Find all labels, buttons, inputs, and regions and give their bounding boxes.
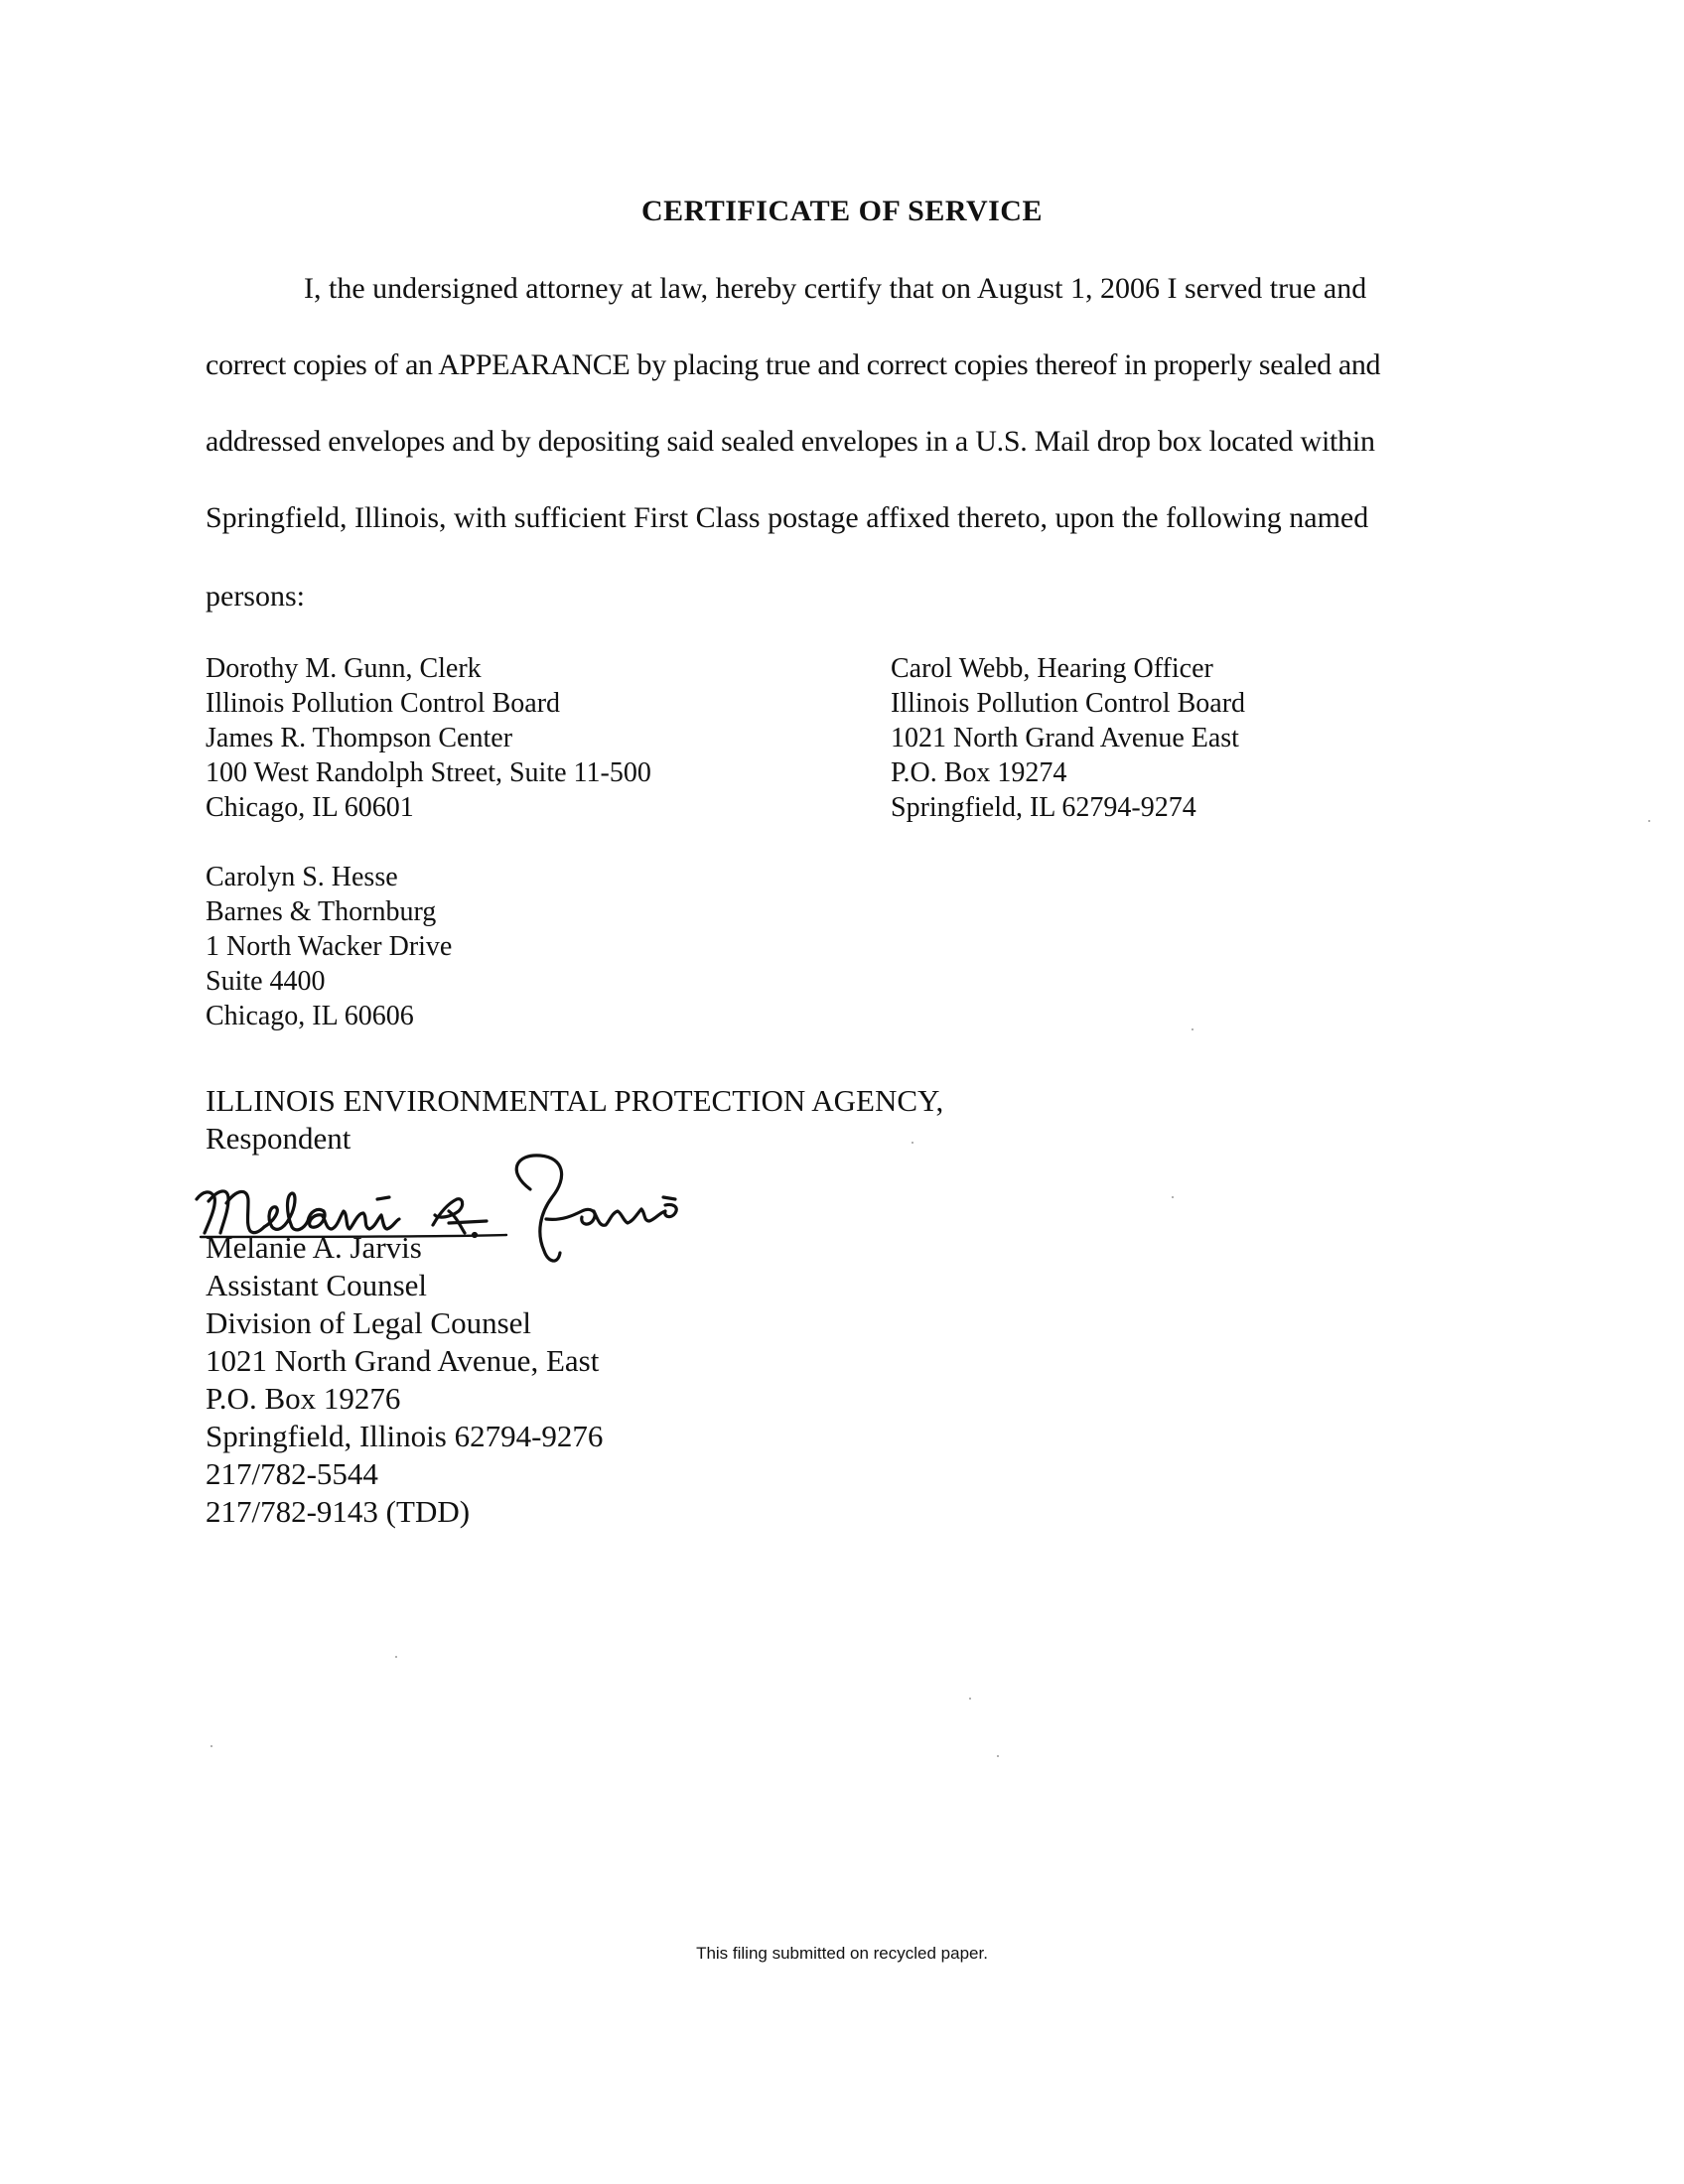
signer-title: Assistant Counsel xyxy=(206,1268,428,1302)
signer-block xyxy=(206,1229,603,1531)
signer-division: Division of Legal Counsel xyxy=(206,1305,532,1340)
scan-speck xyxy=(1172,1196,1174,1198)
address-line: 1021 North Grand Avenue East xyxy=(891,723,1239,753)
scan-speck xyxy=(395,1656,397,1658)
address-line: Dorothy M. Gunn, Clerk xyxy=(206,653,482,684)
agency-name: ILLINOIS ENVIRONMENTAL PROTECTION AGENCY, xyxy=(206,1083,944,1118)
agency-role: Respondent xyxy=(206,1121,351,1156)
paragraph-line-1: I, the undersigned attorney at law, hereby certify that on August 1, 2006 I served true and xyxy=(304,272,1367,305)
scan-speck xyxy=(1192,1028,1193,1030)
recipient-address-webb xyxy=(891,651,1245,825)
address-line: Carolyn S. Hesse xyxy=(206,862,398,892)
address-line: Barnes & Thornburg xyxy=(206,896,437,927)
address-line: James R. Thompson Center xyxy=(206,723,513,753)
scan-speck xyxy=(210,1745,212,1747)
recycled-paper-footer: This filing submitted on recycled paper. xyxy=(696,1944,988,1963)
address-line: Illinois Pollution Control Board xyxy=(206,688,561,719)
address-line: Springfield, IL 62794-9274 xyxy=(891,792,1196,823)
address-line: Chicago, IL 60606 xyxy=(206,1001,414,1031)
address-line: Chicago, IL 60601 xyxy=(206,792,414,823)
address-line: Carol Webb, Hearing Officer xyxy=(891,653,1213,684)
signer-city: Springfield, Illinois 62794-9276 xyxy=(206,1419,604,1453)
address-line: Illinois Pollution Control Board xyxy=(891,688,1246,719)
address-line: 100 West Randolph Street, Suite 11-500 xyxy=(206,757,651,788)
signer-po-box: P.O. Box 19276 xyxy=(206,1381,401,1416)
address-line: P.O. Box 19274 xyxy=(891,757,1067,788)
signer-street: 1021 North Grand Avenue, East xyxy=(206,1343,600,1378)
scan-speck xyxy=(969,1698,971,1700)
paragraph-line-5: persons: xyxy=(206,580,305,613)
address-line: 1 North Wacker Drive xyxy=(206,931,453,962)
scan-speck xyxy=(1648,820,1650,822)
signer-phone: 217/782-5544 xyxy=(206,1456,378,1491)
scan-speck xyxy=(997,1755,999,1757)
document-title: CERTIFICATE OF SERVICE xyxy=(641,195,1043,227)
paragraph-line-4: Springfield, Illinois, with sufficient First Class postage affixed thereto, upon the following named xyxy=(206,501,1369,534)
recipient-address-hesse xyxy=(206,860,452,1033)
recipient-address-gunn xyxy=(206,651,651,825)
signer-tdd: 217/782-9143 (TDD) xyxy=(206,1494,471,1529)
scan-speck xyxy=(912,1142,913,1144)
paragraph-line-2: correct copies of an APPEARANCE by placing true and correct copies thereof in properly sealed and xyxy=(206,348,1381,381)
signer-name: Melanie A. Jarvis xyxy=(206,1230,422,1265)
paragraph-line-3: addressed envelopes and by depositing said sealed envelopes in a U.S. Mail drop box located within xyxy=(206,425,1375,458)
address-line: Suite 4400 xyxy=(206,966,326,997)
